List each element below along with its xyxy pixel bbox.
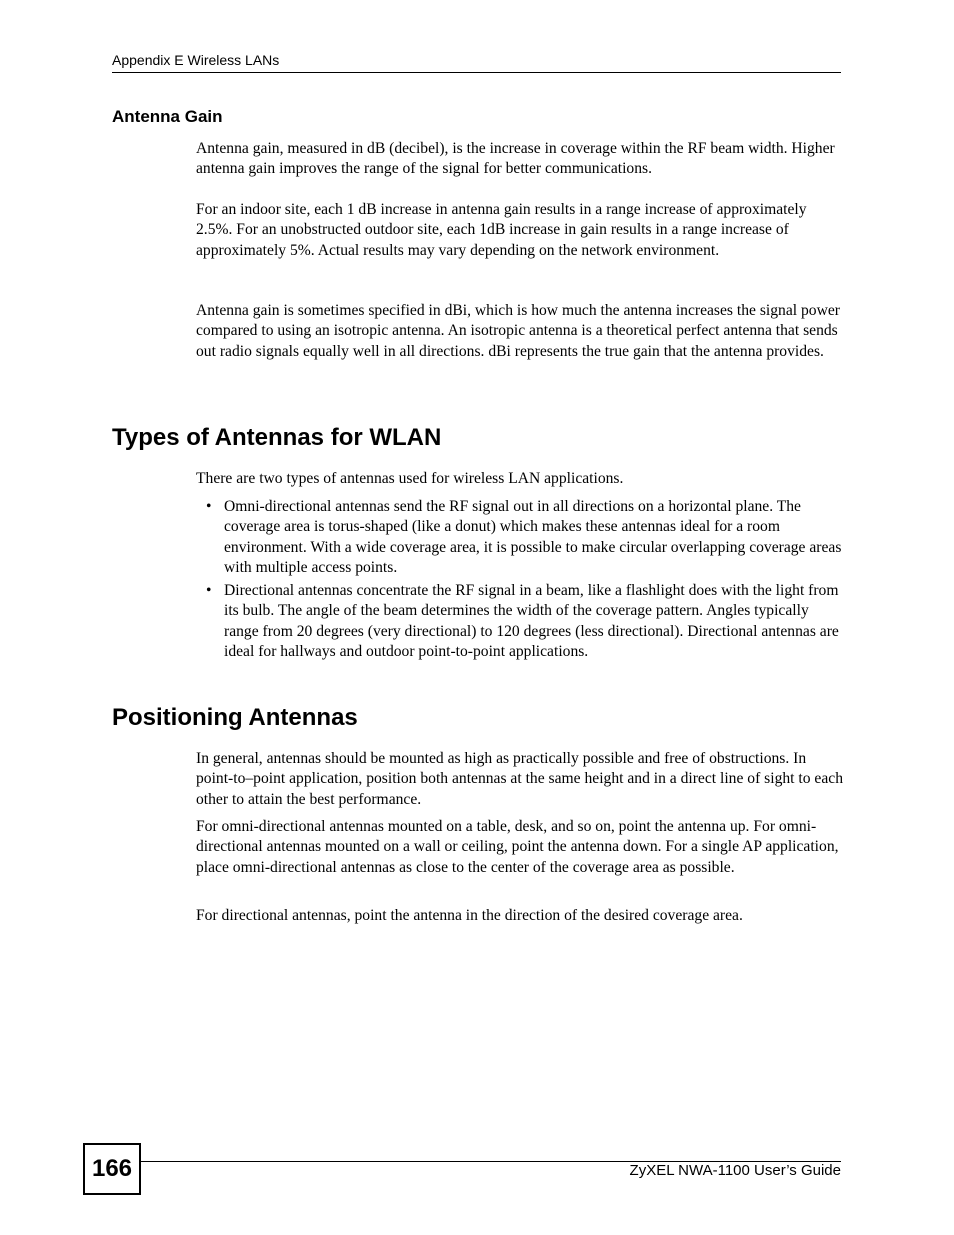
positioning-paragraph-2: For omni-directional antennas mounted on a table, desk, and so on, point the antenna up. For omni-directional antennas mounted on a wall or ceiling, point the antenna down. For a single AP application, place omni-directional antennas as close to the center of the coverage area as possible. <box>196 818 839 876</box>
positioning-paragraph-3: For directional antennas, point the antenna in the direction of the desired coverage area. <box>196 907 743 924</box>
bullet-text-directional: Directional antennas concentrate the RF signal in a beam, like a flashlight does with the light from its bulb. The angle of the beam determines the width of the coverage pattern. Angles typically range from 20 degrees (very directional) to 120 degrees (less directional). Directional antennas are ideal for hallways and outdoor point-to-point applications. <box>224 582 839 661</box>
bullet-icon: • <box>206 582 212 600</box>
bullet-text-omni: Omni-directional antennas send the RF signal out in all directions on a horizontal plane. The coverage area is torus-shaped (like a donut) which makes these antennas ideal for a room environment. With a wide coverage area, it is possible to make circular overlapping coverage areas with multiple access points. <box>224 498 842 576</box>
types-intro: There are two types of antennas used for wireless LAN applications. <box>196 470 624 487</box>
positioning-paragraph-1: In general, antennas should be mounted as high as practically possible and free of obstructions. In point-to–point application, position both antennas at the same height and in a direct line of sight to each other to attain the best performance. <box>196 750 843 808</box>
list-item <box>196 497 846 578</box>
list-item <box>196 581 846 662</box>
positioning-heading: Positioning Antennas <box>112 704 358 731</box>
page-number: 166 <box>91 1155 133 1182</box>
page-header <box>112 50 841 73</box>
bullet-icon: • <box>206 498 212 515</box>
antenna-gain-heading: Antenna Gain <box>112 107 223 126</box>
antenna-gain-paragraph-2: For an indoor site, each 1 dB increase in antenna gain results in a range increase of approximately 2.5%. For an unobstructed outdoor site, each 1dB increase in gain results in a range increase of approximately 5%. Actual results may vary depending on the network environment. <box>196 201 807 259</box>
antenna-gain-paragraph-3: Antenna gain is sometimes specified in dBi, which is how much the antenna increases the signal power compared to using an isotropic antenna. An isotropic antenna is a theoretical perfect antenna that sends out radio signals equally well in all directions. dBi represents the true gain that the antenna provides. <box>196 302 840 360</box>
antenna-types-list <box>196 497 846 665</box>
guide-title: ZyXEL NWA-1100 User’s Guide <box>629 1162 841 1179</box>
page-number-box <box>83 1143 141 1195</box>
types-heading: Types of Antennas for WLAN <box>112 424 442 451</box>
running-title: Appendix E Wireless LANs <box>112 52 280 68</box>
antenna-gain-paragraph-1: Antenna gain, measured in dB (decibel), is the increase in coverage within the RF beam width. Higher antenna gain improves the range of the signal for better communications. <box>196 140 835 178</box>
